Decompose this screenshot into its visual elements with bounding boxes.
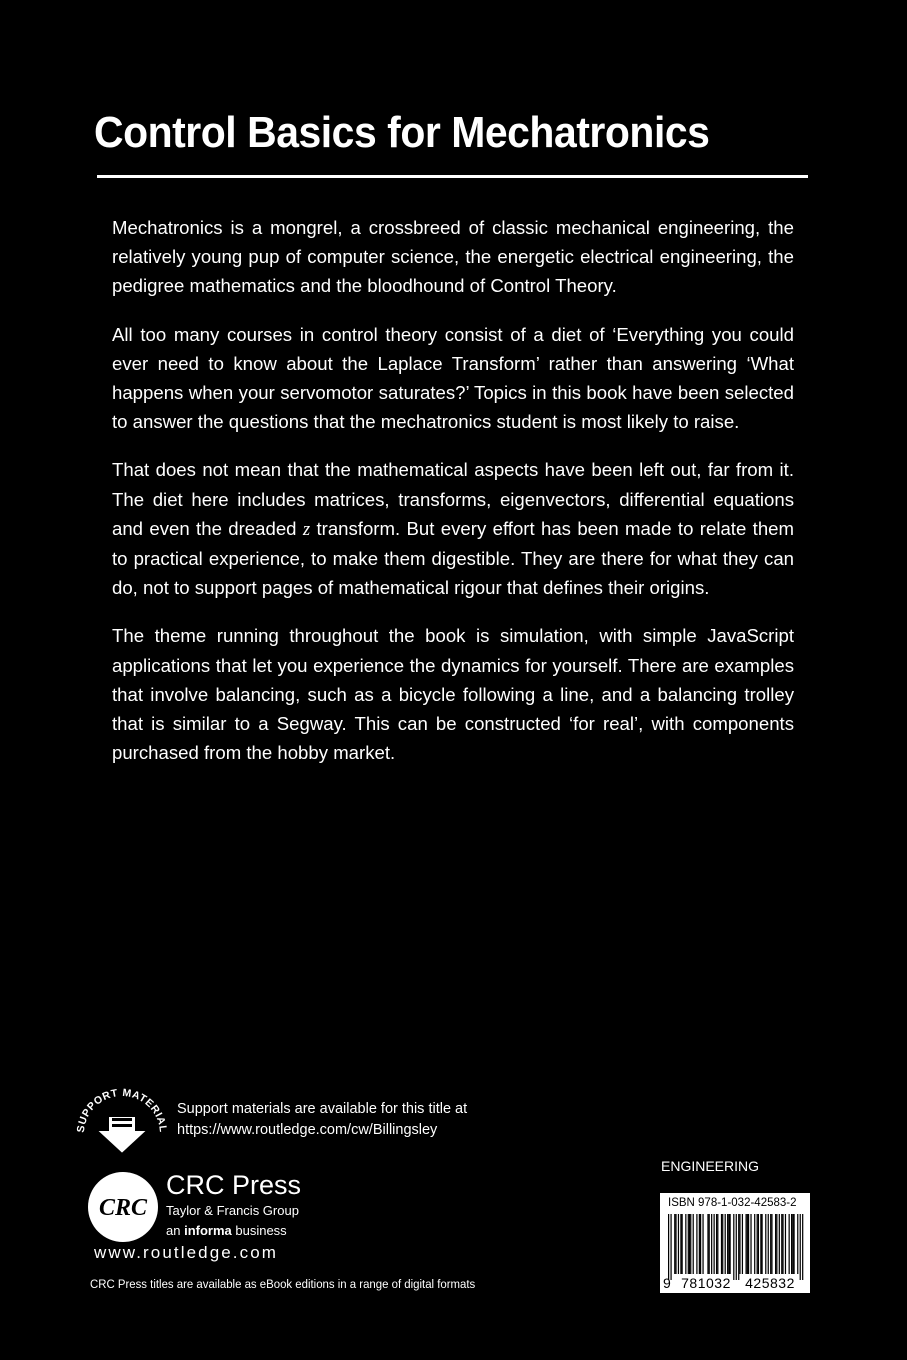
barcode-bar <box>689 1214 690 1274</box>
barcode-bar <box>793 1214 794 1274</box>
barcode-bar <box>700 1214 701 1274</box>
paragraph-4: The theme running throughout the book is simulation, with simple JavaScript applications that let you experience the dynamics for yourself. There are examples that involve balancing, such as a bicycle following a line, and a balancing trolley that is similar to a Segway. This can be constructed ‘for real’, with components purchased from the hobby market. <box>112 625 794 764</box>
z-italic: z <box>302 518 311 540</box>
barcode-bar <box>775 1214 776 1274</box>
barcode-bar <box>716 1214 717 1274</box>
barcode-bar <box>779 1214 780 1274</box>
barcode-bar <box>738 1214 739 1280</box>
barcode-bar <box>709 1214 710 1274</box>
back-cover-blurb <box>112 213 794 786</box>
barcode-bar <box>758 1214 759 1274</box>
barcode-bar <box>765 1214 766 1274</box>
barcode-bar <box>781 1214 782 1274</box>
tagline-suffix: business <box>231 1223 287 1238</box>
barcode-bar <box>733 1214 734 1280</box>
subject-category: ENGINEERING <box>661 1158 760 1174</box>
barcode-bar <box>791 1214 792 1274</box>
barcode-bar <box>742 1214 743 1274</box>
barcode-bar <box>693 1214 694 1274</box>
badge-arc-text: SUPPORT MATERIAL <box>74 1086 170 1134</box>
paragraph-3-part-2: transform. But every effort has been made to relate them to practical experience, to make them digestible. They are there for what they can do, not to support pages of mathematical rigour that defines their origins. <box>112 517 794 599</box>
barcode-bar <box>782 1214 783 1274</box>
barcode-bar <box>675 1214 676 1274</box>
barcode-bar <box>727 1214 728 1274</box>
barcode-bar <box>674 1214 675 1274</box>
support-material-badge <box>72 1082 172 1162</box>
barcode-bar <box>800 1214 801 1280</box>
barcode-bar <box>668 1214 669 1280</box>
barcode-bar <box>776 1214 777 1274</box>
barcode-digits <box>660 1274 810 1291</box>
publisher-website[interactable]: www.routledge.com <box>94 1243 279 1262</box>
barcode-bar <box>736 1214 737 1280</box>
barcode-lead-digit: 9 <box>663 1275 671 1291</box>
barcode-bar <box>761 1214 762 1274</box>
barcode-bar <box>730 1214 731 1274</box>
isbn-barcode <box>660 1193 810 1293</box>
barcode-bar <box>721 1214 722 1274</box>
title-divider <box>97 175 808 178</box>
publisher-group: Taylor & Francis Group <box>166 1203 299 1218</box>
barcode-bar <box>722 1214 723 1274</box>
download-arrow-icon <box>96 1116 148 1154</box>
support-url[interactable]: https://www.routledge.com/cw/Billingsley <box>177 1122 438 1138</box>
barcode-bar <box>802 1214 803 1280</box>
barcode-bar <box>797 1214 798 1274</box>
barcode-bar <box>682 1214 683 1274</box>
ebook-note: CRC Press titles are available as eBook editions in a range of digital formats <box>90 1277 476 1291</box>
paragraph-3 <box>112 455 794 602</box>
barcode-bar <box>696 1214 697 1274</box>
barcode-bar <box>770 1214 771 1274</box>
barcode-bar <box>754 1214 755 1274</box>
barcode-bar <box>711 1214 712 1274</box>
barcode-bar <box>739 1214 740 1274</box>
barcode-bar <box>725 1214 726 1274</box>
paragraph-2: All too many courses in control theory consist of a diet of ‘Everything you could ever need to know about the Laplace Transform’ rather than answering ‘What happens when your servomotor saturates?’ Topics in this book have been selected to answer the questions that the mechatronics student is most likely to raise. <box>112 323 794 433</box>
barcode-bar <box>680 1214 681 1274</box>
barcode-bar <box>747 1214 748 1274</box>
paragraph-3-part-1: That does not mean that the mathematical aspects have been left out, far from it. The diet here includes matrices, transforms, eigenvectors, differential equations and even the dreaded <box>112 459 794 539</box>
barcode-bar <box>745 1214 746 1274</box>
barcode-bar <box>728 1214 729 1274</box>
barcode-bar <box>757 1214 758 1274</box>
barcode-bar <box>771 1214 772 1274</box>
barcode-bar <box>750 1214 751 1274</box>
barcode-bar <box>748 1214 749 1274</box>
barcode-bar <box>678 1214 679 1274</box>
paragraph-1: Mechatronics is a mongrel, a crossbreed of classic mechanical engineering, the relatively young pup of computer science, the energetic electrical engineering, the pedigree mathematics and the bloodhound of Control Theory. <box>112 217 794 297</box>
tagline-bold: informa <box>184 1223 232 1238</box>
publisher-name: CRC Press <box>166 1170 302 1200</box>
barcode-bar <box>792 1214 793 1274</box>
support-line: Support materials are available for this title at <box>177 1101 468 1117</box>
crc-logo-icon <box>86 1170 160 1244</box>
tagline-prefix: an <box>166 1223 185 1238</box>
barcode-bar <box>760 1214 761 1274</box>
barcode-bar <box>670 1214 671 1280</box>
barcode-bar <box>707 1214 708 1274</box>
isbn-label: ISBN 978-1-032-42583-2 <box>668 1197 797 1209</box>
support-info <box>177 1099 467 1141</box>
barcode-bar <box>717 1214 718 1274</box>
barcode-bar <box>768 1214 769 1274</box>
barcode-right-group: 425832 <box>745 1275 795 1291</box>
barcode-bar <box>688 1214 689 1274</box>
barcode-bar <box>714 1214 715 1274</box>
barcode-bar <box>699 1214 700 1274</box>
barcode-bar <box>685 1214 686 1274</box>
barcode-bar <box>690 1214 691 1274</box>
barcode-bar <box>789 1214 790 1274</box>
book-title: Control Basics for Mechatronics <box>94 108 710 157</box>
barcode-left-group: 781032 <box>681 1275 731 1291</box>
publisher-tagline <box>166 1223 287 1238</box>
barcode-bar <box>702 1214 703 1274</box>
barcode-bar <box>785 1214 786 1274</box>
crc-logo-text: CRC <box>98 1195 148 1221</box>
